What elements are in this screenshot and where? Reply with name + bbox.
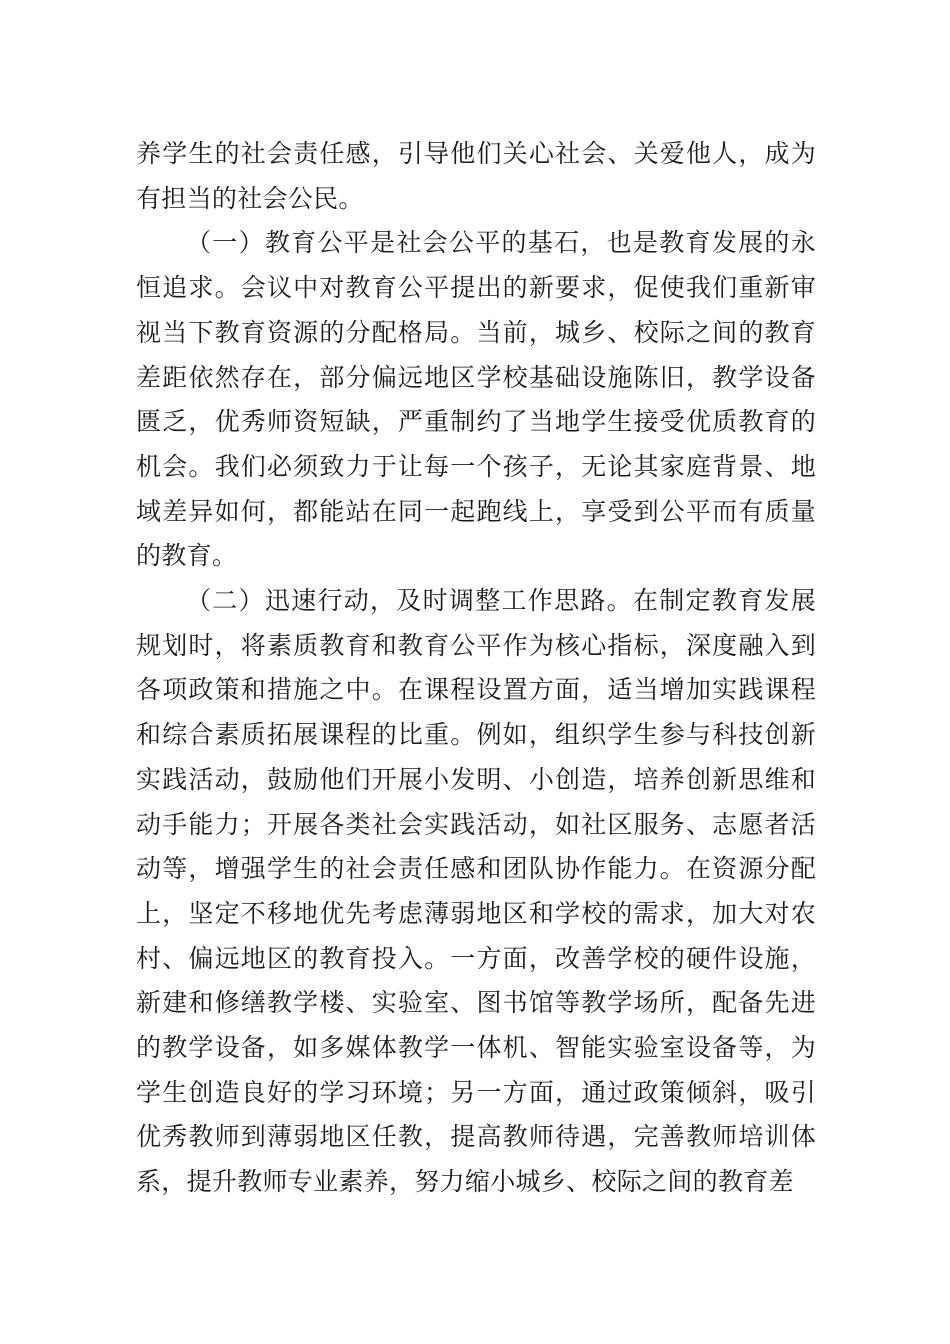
body-text — [136, 132, 816, 1205]
paragraph-section-one: （一）教育公平是社会公平的基石，也是教育发展的永恒追求。会议中对教育公平提出的新要求，促使我们重新审视当下教育资源的分配格局。当前，城乡、校际之间的教育差距依然存在，部分偏远地区学校基础设施陈旧，教学设备匮乏，优秀师资短缺，严重制约了当地学生接受优质教育的机会。我们必须致力于让每一个孩子，无论其家庭背景、地域差异如何，都能站在同一起跑线上，享受到公平而有质量的教育。 — [136, 228, 816, 571]
paragraph-section-two: （二）迅速行动，及时调整工作思路。在制定教育发展规划时，将素质教育和教育公平作为核心指标，深度融入到各项政策和措施之中。在课程设置方面，适当增加实践课程和综合素质拓展课程的比重。例如，组织学生参与科技创新实践活动，鼓励他们开展小发明、小创造，培养创新思维和动手能力；开展各类社会实践活动，如社区服务、志愿者活动等，增强学生的社会责任感和团队协作能力。在资源分配上，坚定不移地优先考虑薄弱地区和学校的需求，加大对农村、偏远地区的教育投入。一方面，改善学校的硬件设施，新建和修缮教学楼、实验室、图书馆等教学场所，配备先进的教学设备，如多媒体教学一体机、智能实验室设备等，为学生创造良好的学习环境；另一方面，通过政策倾斜，吸引优秀教师到薄弱地区任教，提高教师待遇，完善教师培训体系，提升教师专业素养，努力缩小城乡、校际之间的教育差 — [136, 586, 816, 1197]
paragraph-continuation: 养学生的社会责任感，引导他们关心社会、关爱他人，成为有担当的社会公民。 — [136, 139, 816, 213]
